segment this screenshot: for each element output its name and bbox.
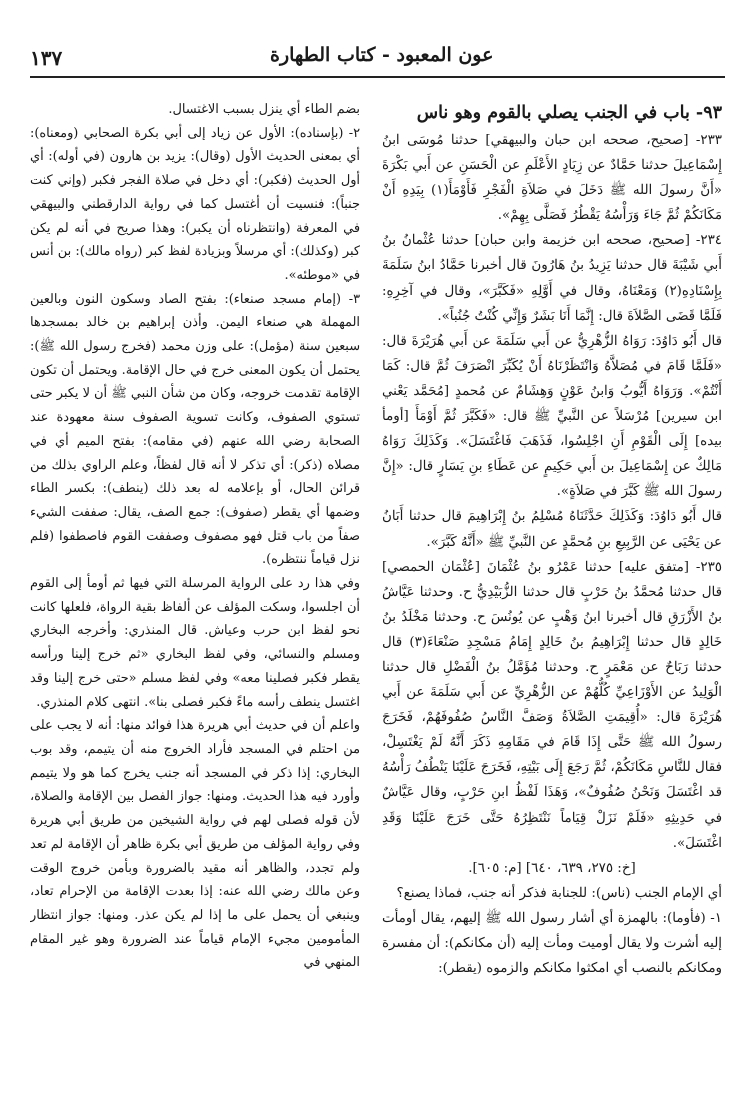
hadith-233: ٢٣٣- [صحيح، صححه ابن حبان والبيهقي] حدثنا مُوسَى ابنُ إِسْمَاعِيلَ حدثنا حَمَّادٌ عن زِيَادٍ الأَعْلَمِ عن الْحَسَنِ عن أَبي بَكْرَةَ «أَنَّ رسولَ الله ﷺ دَخَلَ في صَلاَةِ الْفَجْرِ فَأَوْمَأَ(١) بِيَدِهِ أَنْ مَكَانَكُمْ ثُمَّ جَاءَ وَرَأْسُهُ يَقْطُرُ فَصَلَّى بِهِمْ». <box>382 133 722 224</box>
benefits-paragraph: واعلم أن في حديث أبي هريرة هذا فوائد منها: أنه لا يجب على من احتلم في المسجد فأراد الخروج منه أن يتيمم، وقد بوب البخاري: إذا ذكر في المسجد أنه جنب يخرج كما هو ولا يتيمم وأورد فيه هذا الحديث. ومنها: جواز الفصل بين الإقامة والصلاة، لأن قوله فصلى لهم في رواية الشيخين من طريق أبي هريرة وفي رواية المؤلف من طريق أبي بكرة ظاهر أن الإقامة لم تعد ولم تجدد، والظاهر أنه مقيد بالضرورة وبأمن خروج الوقت وعن مالك رضي الله عنه: إذا بعدت الإقامة من الإحرام تعاد، وينبغي أن يحمل على ما إذا لم يكن عذر. ومنها: جواز انتظار المأمومين مجيء الإمام قياماً عند الضرورة وهو غير المقام المنهي في <box>30 718 360 971</box>
abu-dawud-note-2: قال أَبُو دَاوُدَ: وَكَذَلِكَ حَدَّثَنَاهُ مُسْلِمُ بنُ إِبْرَاهِيمَ قال حدثنا أَبَانُ عن يَحْيَى عن الرَّبِيعِ بنِ مُحمَّدٍ عن النَّبيِّ ﷺ «أَنَّهُ كَبَّرَ». <box>382 509 722 550</box>
commentary-intro: أي الإمام الجنب (ناس): للجنابة فذكر أنه جنب، فماذا يصنع؟ <box>396 885 722 901</box>
running-title: عون المعبود - كتاب الطهارة <box>270 44 494 66</box>
page-number: ١٣٧ <box>30 46 63 70</box>
left-column <box>30 98 360 1073</box>
takhrij-reference: [خ: ٢٧٥، ٦٣٩، ٦٤٠] [م: ٦٠٥]. <box>468 860 636 876</box>
page-header <box>30 44 725 78</box>
hadith-234: ٢٣٤- [صحيح، صححه ابن خزيمة وابن حبان] حدثنا عُثْمانُ بنُ أَبي شَيْبَةَ قال حدثنا يَزِيدُ بنُ هَارُونَ قال أخبرنا حَمَّادُ ابنُ سَلَمَةَ بِإِسْنَادِهِ(٢) وَمَعْنَاهُ، وقال في أَوَّلِهِ «فَكَبَّرَ»، وقال في آخِرِهِ: فَلَمَّا قَضَى الصَّلاَةَ قال: إِنَّمَا أَنَا بَشَرٌ وَإِنِّي كُنْتُ جُنُباً». <box>382 233 722 324</box>
right-column <box>382 98 722 1073</box>
footnote-2: ٢- (بإسناده): الأول عن زياد إلى أبي بكرة الصحابي (ومعناه): أي بمعنى الحديث الأول (وقال): يزيد بن هارون (في أوله): أي أول الحديث (فكبر): أي دخل في صلاة الفجر فكبر (وإني كنت جنباً): فنسيت أن أغتسل كما في رواية الدارقطني والبيهقي في المعرفة (وانتظرناه أن يكبر): وهذا صريح في أنه لم يكن كبر (وكذلك): أي مرسلاً وبزيادة لفظ كبر (رواه مالك): بن أنس في «موطئه». <box>30 125 360 283</box>
footnote-1-continued: بضم الطاء أي ينزل بسبب الاغتسال. <box>168 102 360 117</box>
footnote-3: ٣- (إمام مسجد صنعاء): بفتح الصاد وسكون النون وبالعين المهملة هي صنعاء اليمن. وأذن إبراهيم بن خالد بمسجدها سبعين سنة (مؤمل): على وزن محمد (فخرج رسول الله ﷺ): يحتمل أن يكون المعنى خرج في حال الإقامة. ويحتمل أن تكون الإقامة تقدمت خروجه، وكان من شأن النبي ﷺ أن لا يكبر حتى تستوي الصفوف، وكانت تسوية الصفوف سنة معهودة عند الصحابة رضي الله عنهم (في مقامه): بفتح الميم أي في مصلاه (ذكر): أي تذكر لا أنه قال لفظاً، وعلم الراوي بذلك من قرائن الحال، أو بإعلامه له بعد ذلك (ينطف): بكسر الطاء وضمها أي يقطر (صفوف): جمع الصف، يقال: صففت الشيء صفاً من باب قتل فهو مصفوف وصففت القوم فاصطفوا (فلم نزل قياماً ننتظره). <box>30 291 360 568</box>
header-rule <box>30 76 725 78</box>
abu-dawud-note-1: قال أَبُو دَاوُدَ: رَوَاهُ الزُّهْرِيُّ عن أَبي سَلَمَةَ عن أَبي هُرَيْرَةَ قال: «فَلَمَّا قَامَ في مُصَلاَّهُ وَانْتَظَرْنَاهُ أَنْ يُكَبِّرَ انْصَرَفَ ثُمَّ قال: كَمَا أَنْتُمْ». وَرَوَاهُ أَيُّوبُ وَابنُ عَوْنٍ وَهِشَامٌ عن مُحمدٍ [مُحَمَّد يَعْني ابن سيرين] مُرْسَلاً عن النَّبيِّ ﷺ قال: «فَكَبَّرَ ثُمَّ أَوْمَأَ [أومأ بيده] إِلَى الْقَوْمِ أَنِ اجْلِسُوا، فَذَهَبَ فَاغْتَسَلَ». وَكَذَلِكَ رَوَاهُ مَالِكٌ عن إِسْمَاعِيلَ بن أَبي حَكِيمٍ عن عَطَاءِ بنِ يَسَارٍ قال: «إِنَّ رسولَ الله ﷺ كَبَّرَ في صَلاَةٍ». <box>382 333 722 500</box>
commentary-paragraph: وفي هذا رد على الرواية المرسلة التي فيها ثم أومأ إلى القوم أن اجلسوا، وسكت المؤلف عن ألفاظ بقية الرواة، فلعلها كانت نحو لفظ ابن حرب وعياش. قال المنذري: وأخرجه البخاري ومسلم والنسائي، وفي لفظ البخاري «ثم خرج إلينا ورأسه يقطر فكبر فصلينا معه» وفي لفظ مسلم «حتى خرج إلينا وقد اغتسل ينطف رأسه ماءً فكبر فصلى بنا». انتهى كلام المنذري. <box>30 576 360 710</box>
chapter-heading: ٩٣- باب في الجنب يصلي بالقوم وهو ناس <box>416 103 722 123</box>
hadith-235: ٢٣٥- [متفق عليه] حدثنا عَمْرُو بنُ عُثْمَانَ [عُثْمَان الحمصي] قال حدثنا مُحمَّدُ بنُ حَرْبٍ قال حدثنا الزُّبَيْدِيُّ ح. وحدثنا عَيَّاشُ بنُ الأَزْرَقِ قال أخبرنا ابنُ وَهْبٍ عن يُونُسَ ح. وحدثنا مَخْلَدُ بنُ خَالِدٍ قال حدثنا إِبْرَاهِيمُ بنُ خَالِدٍ إِمَامُ مَسْجِدِ صَنْعَاءَ(٣) قال حدثنا رَبَاحٌ عن مَعْمَرٍ ح. وحدثنا مُؤَمَّلُ بنُ الْفَضْلِ قال حدثنا الْوَلِيدُ عن الأَوْزَاعِيِّ كُلُّهُمْ عن الزُّهْرِيِّ عن أَبي سَلَمَةَ عن أَبي هُرَيْرَةَ قال: «أُقِيمَتِ الصَّلاَةُ وَصَفَّ النَّاسُ صُفُوفَهُمْ، فَخَرَجَ رسولُ الله ﷺ حَتَّى إِذَا قَامَ في مَقَامِهِ ذَكَرَ أَنَّهُ لَمْ يَغْتَسِلْ، فقال للنَّاسِ مَكَانَكُمْ، ثُمَّ رَجَعَ إِلَى بَيْتِهِ، فَخَرَجَ عَلَيْنَا يَنْطُفُ رَأْسُهُ قد اغْتَسَلَ وَنَحْنُ صُفُوفٌ»، وَهَذَا لَفْظُ ابنِ حَرْبٍ، وقال عَيَّاشٌ في حَدِيثِهِ «فَلَمْ نَزَلْ قِيَاماً نَنْتَظِرُهُ حَتَّى خَرَجَ عَلَيْنَا وَقَدِ اغْتَسَلَ». <box>382 559 722 851</box>
footnote-1: ١- (فأوما): بالهمزة أي أشار رسول الله ﷺ إليهم، يقال أومأت إليه أشرت ولا يقال أوميت ومأت إليه (أن مكانكم): أن مفسرة ومكانكم بالنصب أي امكثوا مكانكم والزموه (يقطر): <box>382 910 722 977</box>
